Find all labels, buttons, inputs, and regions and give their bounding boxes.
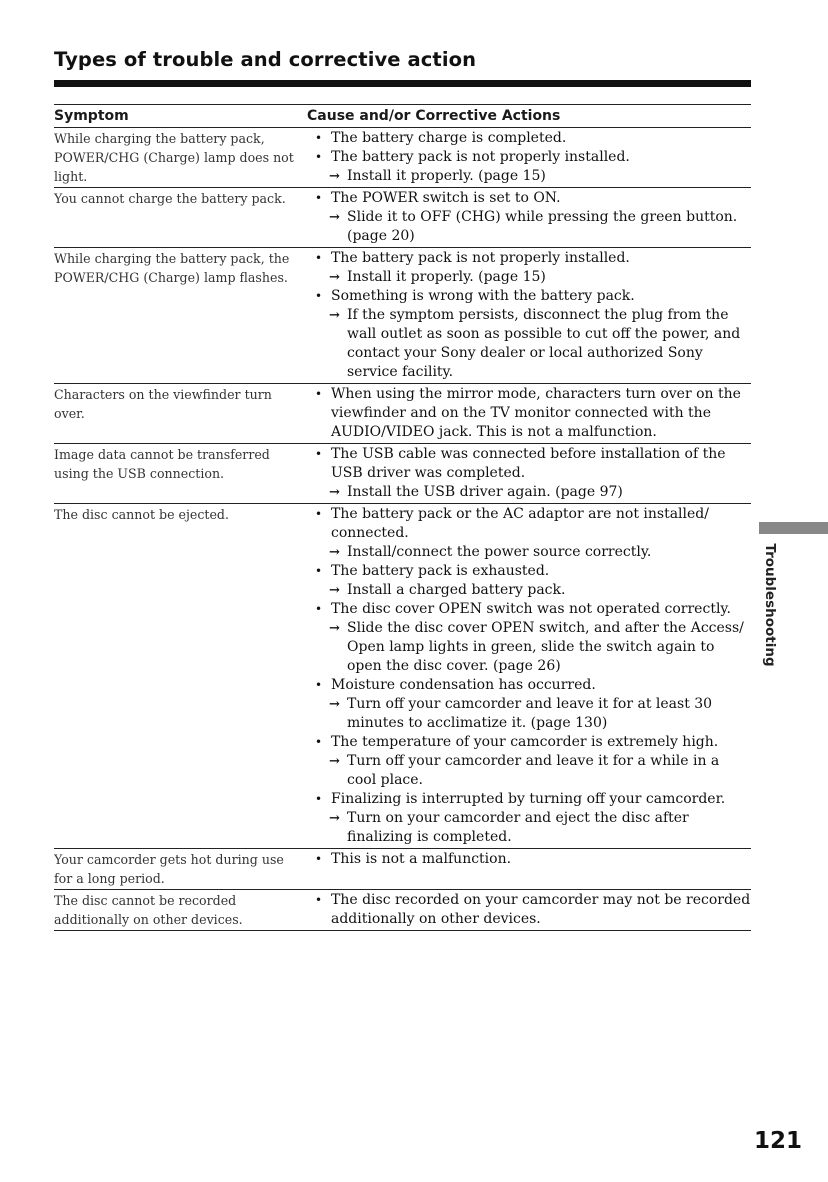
cause-text: This is not a malfunction. [331,851,512,867]
cause-cell [307,248,751,384]
corrective-action [307,809,751,847]
cause-text: The battery pack is not properly installed. [331,250,630,266]
action-text: Install it properly. (page 15) [347,168,546,184]
table-row [54,128,751,188]
bullet-icon: • [315,447,323,461]
cause-text: The disc recorded on your camcorder may not be recorded additionally on other devices. [331,892,751,927]
cause-cell [307,890,751,931]
cause-item [307,189,751,208]
cause-text: The temperature of your camcorder is extremely high. [331,734,719,750]
cause-cell [307,849,751,890]
table-body [54,128,751,931]
table-row [54,188,751,248]
corrective-action [307,268,751,287]
bullet-icon: • [315,289,323,303]
cause-item [307,249,751,268]
action-text: If the symptom persists, disconnect the plug from the wall outlet as soon as possible to cut off the power, and contact your Sony dealer or local authorized Sony service facility. [347,307,741,380]
bullet-icon: • [315,387,323,401]
bullet-icon: • [315,507,323,521]
symptom-cell: Image data cannot be transferred using the USB connection. [54,444,307,504]
cause-text: When using the mirror mode, characters turn over on the viewfinder and on the TV monitor connected with the AUDIO/VIDEO jack. This is not a malfunction. [331,386,741,440]
symptom-column-header: Symptom [54,105,307,128]
cause-item [307,676,751,695]
section-tab-marker [759,522,828,534]
corrective-action [307,167,751,186]
arrow-right-icon: → [329,308,340,323]
cause-cell [307,444,751,504]
arrow-right-icon: → [329,583,340,598]
symptom-cell: While charging the battery pack, the POWER/CHG (Charge) lamp flashes. [54,248,307,384]
action-text: Install/connect the power source correctly. [347,544,652,560]
cause-text: The battery pack or the AC adaptor are not installed/ connected. [331,506,709,541]
bullet-icon: • [315,678,323,692]
symptom-cell: Characters on the viewfinder turn over. [54,384,307,444]
title-rule [54,80,751,87]
table-row [54,849,751,890]
arrow-right-icon: → [329,754,340,769]
action-text: Turn off your camcorder and leave it for at least 30 minutes to acclimatize it. (page 130) [347,696,713,731]
cause-text: The USB cable was connected before installation of the USB driver was completed. [331,446,726,481]
cause-item [307,600,751,619]
bullet-icon: • [315,792,323,806]
cause-text: Finalizing is interrupted by turning off your camcorder. [331,791,726,807]
cause-item [307,733,751,752]
cause-text: The POWER switch is set to ON. [331,190,561,206]
symptom-cell: The disc cannot be ejected. [54,504,307,849]
page-number: 121 [753,1128,802,1154]
arrow-right-icon: → [329,621,340,636]
cause-text: The battery pack is not properly installed. [331,149,630,165]
bullet-icon: • [315,564,323,578]
arrow-right-icon: → [329,811,340,826]
corrective-action [307,619,751,676]
arrow-right-icon: → [329,485,340,500]
symptom-cell: The disc cannot be recorded additionally on other devices. [54,890,307,931]
bullet-icon: • [315,131,323,145]
cause-text: Moisture condensation has occurred. [331,677,596,693]
corrective-action [307,581,751,600]
table-row [54,504,751,849]
cause-cell [307,188,751,248]
table-row [54,248,751,384]
corrective-action [307,752,751,790]
cause-text: The disc cover OPEN switch was not operated correctly. [331,601,731,617]
corrective-action [307,543,751,562]
bullet-icon: • [315,735,323,749]
corrective-action [307,306,751,382]
action-text: Turn on your camcorder and eject the disc after finalizing is completed. [347,810,689,845]
bullet-icon: • [315,251,323,265]
action-text: Install it properly. (page 15) [347,269,546,285]
arrow-right-icon: → [329,169,340,184]
page-title: Types of trouble and corrective action [54,48,477,71]
action-text: Slide it to OFF (CHG) while pressing the green button. (page 20) [347,209,738,244]
bullet-icon: • [315,150,323,164]
cause-item [307,505,751,543]
cause-item [307,148,751,167]
cause-item [307,385,751,442]
arrow-right-icon: → [329,270,340,285]
arrow-right-icon: → [329,210,340,225]
corrective-action [307,208,751,246]
table-row [54,444,751,504]
arrow-right-icon: → [329,545,340,560]
symptom-cell: While charging the battery pack, POWER/CHG (Charge) lamp does not light. [54,128,307,188]
cause-column-header: Cause and/or Corrective Actions [307,105,751,128]
corrective-action [307,695,751,733]
cause-text: Something is wrong with the battery pack. [331,288,635,304]
action-text: Install a charged battery pack. [347,582,566,598]
action-text: Install the USB driver again. (page 97) [347,484,623,500]
cause-item [307,891,751,929]
cause-item [307,790,751,809]
cause-item [307,445,751,483]
arrow-right-icon: → [329,697,340,712]
table-row [54,890,751,931]
cause-text: The battery pack is exhausted. [331,563,550,579]
bullet-icon: • [315,602,323,616]
cause-cell [307,128,751,188]
cause-item [307,850,751,869]
cause-cell [307,504,751,849]
cause-text: The battery charge is completed. [331,130,567,146]
corrective-action [307,483,751,502]
cause-item [307,129,751,148]
table-row [54,384,751,444]
bullet-icon: • [315,852,323,866]
action-text: Slide the disc cover OPEN switch, and after the Access/ Open lamp lights in green, slide the switch again to open the disc cover. (page 26) [347,620,744,674]
bullet-icon: • [315,191,323,205]
symptom-cell: You cannot charge the battery pack. [54,188,307,248]
cause-cell [307,384,751,444]
bullet-icon: • [315,893,323,907]
cause-item [307,562,751,581]
section-tab-label: Troubleshooting [762,543,778,667]
cause-item [307,287,751,306]
table-header-row [54,105,751,128]
trouble-table [54,104,751,931]
symptom-cell: Your camcorder gets hot during use for a long period. [54,849,307,890]
action-text: Turn off your camcorder and leave it for a while in a cool place. [347,753,720,788]
